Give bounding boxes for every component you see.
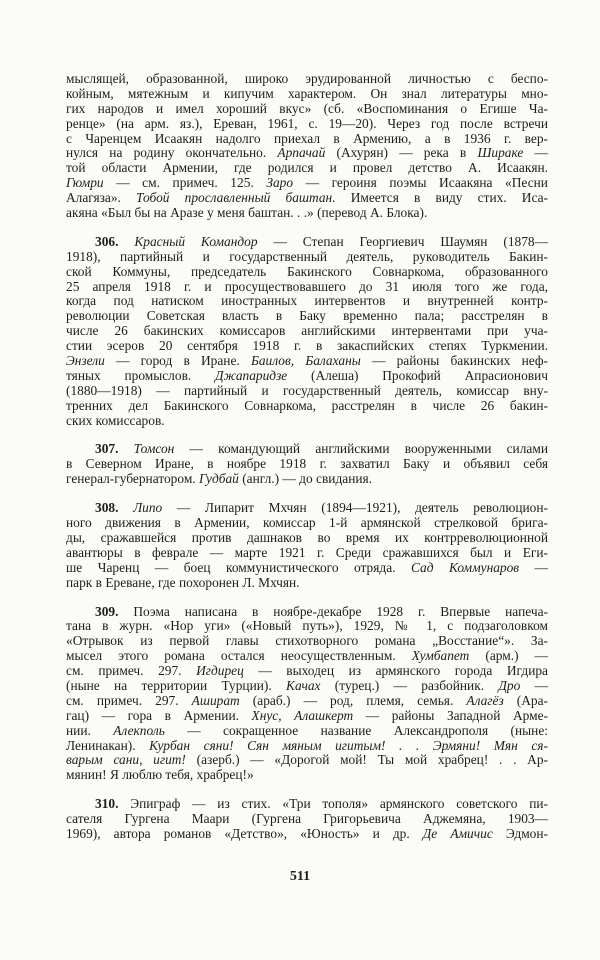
- text-line: [66, 561, 548, 576]
- text-run: числе 26 бакинских комиссаров английскими интервентами при уча-: [66, 323, 548, 339]
- text-run: когда под натиском иностранных интервентов и внутренней контр-: [66, 293, 548, 309]
- text-line: [66, 309, 548, 324]
- italic-term: Заро: [266, 175, 294, 191]
- text-line: [66, 679, 548, 694]
- text-line: [66, 619, 548, 634]
- text-run: (англ.) — до свидания.: [238, 471, 373, 487]
- italic-term: Красный Командор: [134, 233, 258, 249]
- text-run: (араб.) — род, племя, семья.: [239, 692, 467, 708]
- note-paragraph: [66, 605, 548, 784]
- text-run: — героиня поэмы Исаакяна «Песни: [293, 175, 548, 191]
- text-line: [66, 235, 548, 250]
- italic-term: Шираке: [477, 145, 524, 161]
- text-run: 1918), партийный и государственный деятель, руководитель Бакин-: [66, 248, 548, 264]
- italic-term: Хумбапет: [411, 648, 470, 664]
- text-line: [66, 739, 548, 754]
- italic-term: Алекполь: [113, 722, 165, 738]
- text-line: [66, 102, 548, 117]
- text-line: [66, 399, 548, 414]
- text-run: Эпиграф — из стих. «Три тополя» армянского советского пи-: [118, 796, 548, 812]
- text-line: [66, 664, 548, 679]
- text-run: Поэма написана в ноябре-декабре 1928 г. Впервые напеча-: [118, 603, 548, 619]
- text-run: Ленинакан).: [66, 737, 150, 753]
- text-run: койным, мятежным и кипучим характером. Он знал литературы мно-: [66, 85, 548, 101]
- italic-term: Качах: [286, 677, 321, 693]
- text-run: —: [523, 145, 548, 161]
- text-line: [66, 369, 548, 384]
- text-run: революции Советская власть в Баку временно пала; расстрелян в: [66, 308, 548, 324]
- text-run: Алагяза».: [66, 190, 137, 206]
- page-number: 511: [289, 869, 311, 884]
- text-run: —: [519, 559, 549, 575]
- text-line: [66, 501, 548, 516]
- text-run: мысел этого романа остался неосуществленным.: [66, 648, 412, 664]
- text-line: [66, 339, 548, 354]
- italic-term: Хнус, Алашкерт: [251, 707, 354, 723]
- note-number: 310.: [95, 796, 119, 812]
- text-run: Эдмон-: [492, 825, 548, 841]
- note-paragraph: [66, 72, 548, 221]
- text-line: [66, 649, 548, 664]
- italic-term: варым сани, игит!: [66, 752, 186, 768]
- text-line: [66, 176, 548, 191]
- text-run: — Липарит Мхчян (1894—1921), деятель революцион-: [162, 500, 548, 516]
- text-line: [66, 442, 548, 457]
- text-line: [66, 250, 548, 265]
- italic-term: Курбан сяни! Сян мяным игитым! . . Эрмяни! Мян ся-: [149, 737, 548, 753]
- text-line: [66, 117, 548, 132]
- note-number: 308.: [95, 500, 119, 516]
- text-run: тяных промыслов.: [66, 367, 216, 383]
- text-line: [66, 531, 548, 546]
- text-line: [66, 384, 548, 399]
- text-line: [66, 709, 548, 724]
- text-line: [66, 191, 548, 206]
- text-run: [118, 441, 133, 456]
- text-line: [66, 414, 548, 429]
- text-line: [66, 724, 548, 739]
- text-run: ды, сражавшейся против дашнаков во время их контрреволюционной: [66, 529, 548, 545]
- text-run: парк в Ереване, где похоронен Л. Мхчян.: [66, 574, 300, 590]
- note-number: 307.: [95, 441, 119, 457]
- italic-term: Дро: [498, 677, 521, 693]
- text-run: нулся на родину окончательно.: [66, 145, 278, 161]
- text-run: с Чаренцем Исаакян надолго приехал в Армению, а в 1936 г. вер-: [66, 130, 548, 146]
- note-number: 306.: [95, 233, 119, 249]
- text-line: [66, 146, 548, 161]
- text-run: (ныне на территории Турции).: [66, 677, 287, 693]
- note-number: 309.: [95, 603, 119, 619]
- text-run: см. примеч. 297.: [66, 692, 192, 708]
- note-paragraph: [66, 501, 548, 590]
- text-line: [66, 827, 548, 842]
- text-run: — выходец из армянского города Игдира: [243, 663, 549, 679]
- note-paragraph: [66, 797, 548, 842]
- text-run: тренних дел Бакинского Совнаркома, расстрелян в числе 26 бакин-: [66, 397, 548, 413]
- italic-term: Гюмри: [66, 175, 104, 191]
- text-line: [66, 546, 548, 561]
- text-run: «Отрывок из первой главы стихотворного романа „Восстание“». За-: [66, 633, 548, 649]
- italic-term: Тобой прославленный баштан.: [136, 190, 336, 206]
- text-run: (турец.) — разбойник.: [320, 677, 499, 693]
- text-line: [66, 265, 548, 280]
- text-run: — см. примеч. 125.: [103, 175, 267, 191]
- text-run: ской Коммуны, председатель Бакинского Совнаркома, образованного: [66, 263, 548, 279]
- text-run: гих народов и имел хороший вкус» (сб. «Воспоминания о Егише Ча-: [66, 100, 548, 116]
- note-paragraph: [66, 235, 548, 429]
- italic-term: Алагёз: [466, 692, 504, 708]
- text-run: тана в журн. «Нор уги» («Новый путь»), 1929, № 1, с подзаголовком: [66, 618, 548, 634]
- text-line: [66, 161, 548, 176]
- italic-term: Гудбай: [199, 471, 239, 487]
- text-line: [66, 294, 548, 309]
- text-line: [66, 206, 548, 221]
- italic-term: Томсон: [133, 441, 175, 457]
- text-run: — командующий английскими вооруженными силами: [174, 441, 548, 457]
- page-body: [66, 72, 548, 842]
- text-run: сателя Гургена Маари (Гургена Григорьевича Аджемяна, 1903—: [66, 811, 548, 827]
- text-run: гац) — гора в Армении.: [66, 707, 252, 723]
- italic-term: Липо: [133, 500, 163, 516]
- text-line: [66, 280, 548, 295]
- text-run: той области Армении, где родился и провел детство А. Исаакян.: [66, 160, 548, 176]
- italic-term: Баилов, Балаханы: [250, 353, 361, 369]
- text-line: [66, 797, 548, 812]
- text-run: (азерб.) — «Дорогой мой! Ты мой храбрец! . . Ар-: [185, 752, 548, 768]
- text-run: [118, 500, 133, 515]
- text-run: мянин! Я люблю тебя, храбрец!»: [66, 767, 254, 783]
- text-run: в Северном Иране, в ноябре 1918 г. захватил Баку и объявил себя: [66, 456, 548, 472]
- italic-term: Ашират: [191, 692, 240, 708]
- text-run: генерал-губернатором.: [66, 471, 199, 487]
- italic-term: Джапаридзе: [215, 367, 288, 383]
- text-line: [66, 132, 548, 147]
- text-line: [66, 694, 548, 709]
- text-line: [66, 516, 548, 531]
- note-paragraph: [66, 442, 548, 487]
- text-line: [66, 768, 548, 783]
- text-run: нии.: [66, 722, 114, 738]
- text-line: [66, 605, 548, 620]
- text-run: [118, 234, 134, 249]
- text-run: — сокращенное название Александрополя (ныне:: [164, 722, 548, 738]
- text-line: [66, 457, 548, 472]
- text-run: — районы бакинских неф-: [360, 353, 548, 369]
- text-run: ного движения в Армении, комиссар 1-й армянской стрелковой брига-: [66, 515, 548, 531]
- text-run: —: [520, 677, 548, 693]
- text-run: — город в Иране.: [104, 353, 251, 369]
- italic-term: Сад Коммунаров: [411, 559, 520, 575]
- text-run: см. примеч. 297.: [66, 663, 197, 679]
- text-run: Имеется в виду стих. Иса-: [335, 190, 548, 206]
- text-line: [66, 634, 548, 649]
- text-run: 25 апреля 1918 г. и просуществовавшего до 31 июля того же года,: [66, 278, 548, 294]
- text-run: 1969), автора романов «Детство», «Юность» и др.: [66, 825, 423, 841]
- text-line: [66, 472, 548, 487]
- text-line: [66, 87, 548, 102]
- text-run: ренце» (на арм. яз.), Ереван, 1961, с. 19—20). Через год после встречи: [66, 115, 548, 131]
- text-line: [66, 576, 548, 591]
- text-run: авантюры в феврале — марте 1921 г. Среди сражавшихся был и Еги-: [66, 544, 548, 560]
- text-run: (арм.) —: [469, 648, 548, 664]
- italic-term: Игдирец: [196, 663, 244, 679]
- text-run: (Ахурян) — река в: [325, 145, 478, 161]
- text-run: ских комиссаров.: [66, 412, 165, 428]
- text-run: ше Чаренц — боец коммунистического отряда.: [66, 559, 411, 575]
- text-line: [66, 324, 548, 339]
- text-line: [66, 753, 548, 768]
- italic-term: Де Амичис: [422, 825, 493, 841]
- text-run: — Степан Георгиевич Шаумян (1878—: [257, 233, 548, 249]
- text-line: [66, 812, 548, 827]
- text-line: [66, 354, 548, 369]
- italic-term: Арпачай: [277, 145, 326, 161]
- text-run: акяна «Был бы на Аразе у меня баштан. . .» (перевод А. Блока).: [66, 205, 428, 221]
- text-run: стии эсеров 20 сентября 1918 г. в закаспийских степях Туркмении.: [66, 338, 548, 354]
- text-run: (Ара-: [503, 692, 549, 708]
- text-run: — районы Западной Арме-: [353, 707, 548, 723]
- text-run: (1880—1918) — партийный и государственный деятель, комиссар вну-: [66, 382, 548, 398]
- italic-term: Энзели: [66, 353, 105, 369]
- text-run: мыслящей, образованной, широко эрудированной личностью с беспо-: [66, 71, 548, 86]
- text-line: [66, 72, 548, 87]
- text-run: (Алеша) Прокофий Апрасионович: [287, 367, 548, 383]
